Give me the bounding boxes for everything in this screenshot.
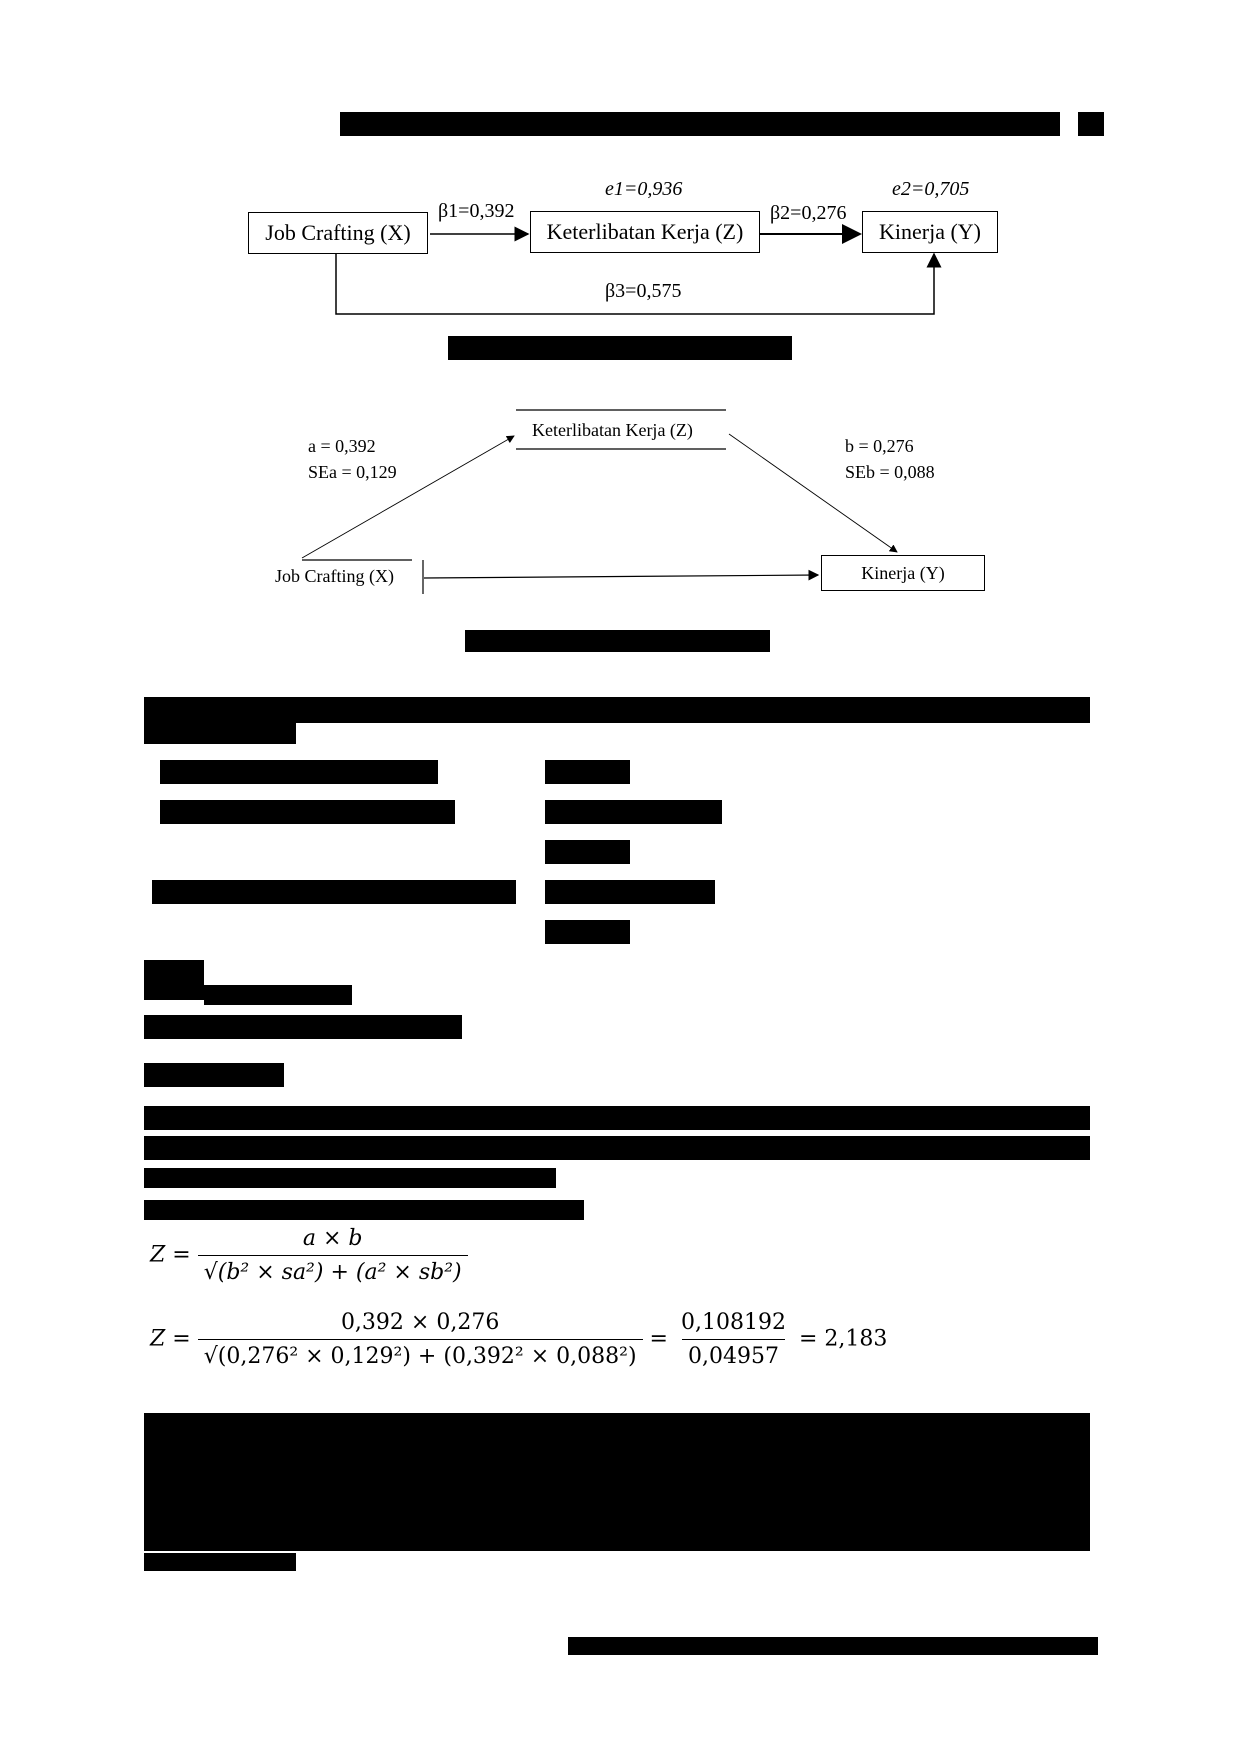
path-a-coef: a = 0,392 — [308, 436, 376, 456]
node-keterlibatan-kerja: Keterlibatan Kerja (Z) — [530, 211, 760, 253]
table-row-value — [545, 800, 722, 824]
path-b-coef: b = 0,276 — [845, 436, 914, 456]
path-beta1-label: β1=0,392 — [438, 200, 515, 222]
error-e1-label: e1=0,936 — [605, 178, 683, 200]
path-beta3-label: β3=0,575 — [605, 280, 682, 302]
node-kinerja: Kinerja (Y) — [862, 211, 998, 253]
path-b-se: SEb = 0,088 — [845, 462, 935, 482]
sobel-formula: Z = $\frac{a \times b}{\text{√(b² × sa²) + (a² × sb²)}}$ — [150, 1226, 468, 1285]
node-kinerja-2: Kinerja (Y) — [821, 555, 985, 591]
table-row-label — [160, 800, 455, 824]
figure-2-arrows — [0, 0, 1240, 620]
path-a-se: SEa = 0,129 — [308, 462, 397, 482]
table-row-value — [545, 760, 630, 784]
sobel-calc-fraction: $\frac{0,392 \times 0,276}{\text{√(0,276² × 0,129²) + (0,392² × 0,088²)}}$ — [198, 1310, 643, 1369]
node-job-crafting-2: Job Crafting (X) — [275, 566, 394, 586]
table-row-value — [545, 840, 630, 864]
redacted-subheading — [144, 1063, 284, 1087]
figure-2-caption — [465, 630, 770, 652]
error-e2-label: e2=0,705 — [892, 178, 970, 200]
table-row-label — [152, 880, 516, 904]
sobel-result: 2,183 — [824, 1326, 888, 1352]
path-beta2-label: β2=0,276 — [770, 202, 847, 224]
sobel-calculation: Z = $\frac{0,392 \times 0,276}{\text{√(0,276² × 0,129²) + (0,392² × 0,088²)}}$ = $\frac{0,108192}{0,04957}$ = 2,183 — [150, 1310, 888, 1369]
table-row-value — [545, 880, 715, 904]
table-row-label — [160, 760, 438, 784]
node-keterlibatan-kerja-2: Keterlibatan Kerja (Z) — [532, 420, 693, 440]
table-row-value — [545, 920, 630, 944]
sobel-formula-fraction: $\frac{a \times b}{\text{√(b² × sa²) + (a² × sb²)}}$ — [198, 1226, 468, 1285]
sobel-result-fraction: $\frac{0,108192}{0,04957}$ — [680, 1310, 786, 1369]
node-job-crafting: Job Crafting (X) — [248, 212, 428, 254]
page-footer — [568, 1637, 1098, 1655]
